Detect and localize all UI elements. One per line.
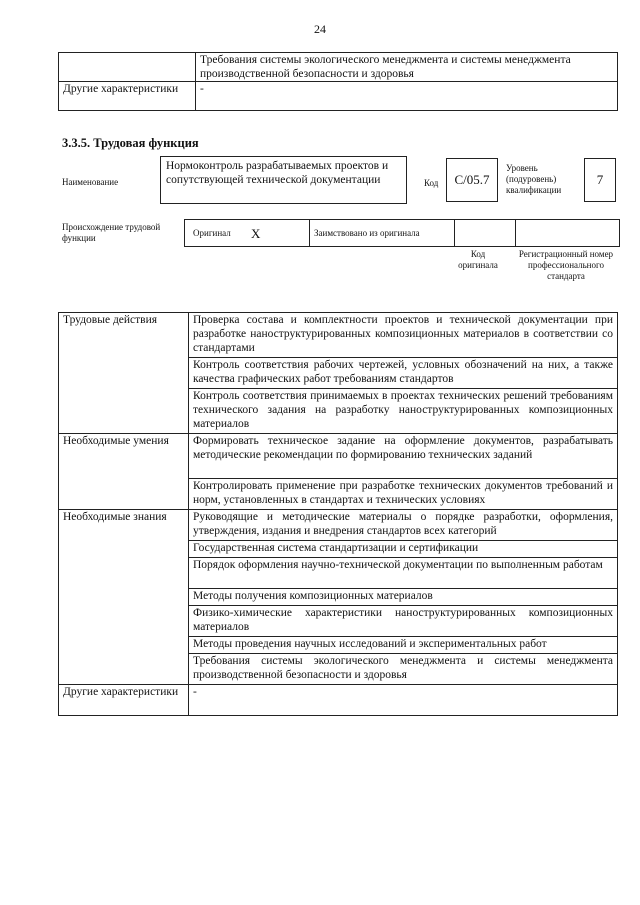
- knowledge-item: Физико-химические характеристики наноструктурированных композиционных материалов: [189, 606, 618, 637]
- borrowed-label: Заимствовано из оригинала: [310, 220, 455, 247]
- table-row: [59, 510, 618, 541]
- labour-action-item: Проверка состава и комплектности проектов и технической документации при разработке наноструктурированных композиционных материалов в соответствии со стандартами: [189, 313, 618, 358]
- table-row: [59, 434, 618, 479]
- name-value: Нормоконтроль разрабатываемых проектов и сопутствующей технической документации: [166, 160, 389, 186]
- table-row: [59, 82, 618, 111]
- row-text: -: [196, 82, 618, 111]
- code-value-box: [446, 158, 498, 202]
- registration-number-caption: Регистрационный номер профессионального стандарта: [518, 249, 614, 281]
- name-value-box: [160, 156, 407, 204]
- original-label: Оригинал: [185, 220, 248, 247]
- previous-function-table-end: [58, 52, 618, 111]
- code-label: Код: [424, 178, 439, 188]
- page-number: 24: [314, 22, 326, 36]
- knowledge-item: Требования системы экологического менеджмента и системы менеджмента производственной безопасности и здоровья: [189, 654, 618, 685]
- skill-item: Формировать техническое задание на оформление документов, разрабатывать методические рекомендации по формированию технических заданий: [189, 434, 618, 479]
- qualification-level-label: Уровень (подуровень) квалификации: [506, 163, 562, 195]
- labour-function-table: [58, 312, 618, 716]
- code-value: C/05.7: [454, 172, 490, 187]
- table-row: [59, 53, 618, 82]
- name-label: Наименование: [62, 177, 119, 187]
- original-mark: X: [247, 220, 310, 247]
- knowledge-item: Государственная система стандартизации и сертификации: [189, 541, 618, 558]
- group-label-knowledge: Необходимые знания: [59, 510, 189, 685]
- labour-action-item: Контроль соответствия принимаемых в проектах технических решений требованиям технического задания на разработку наноструктурированных композиционных материалов: [189, 389, 618, 434]
- skill-item: Контролировать применение при разработке технических документов требований и норм, установленных в стандартах и технических условиях: [189, 479, 618, 510]
- row-label: Другие характеристики: [59, 82, 196, 111]
- knowledge-item: Методы получения композиционных материалов: [189, 589, 618, 606]
- group-label-labour-actions: Трудовые действия: [59, 313, 189, 434]
- other-item: -: [189, 685, 618, 716]
- section-heading: 3.3.5. Трудовая функция: [62, 136, 199, 150]
- row-label: [59, 53, 196, 82]
- labour-action-item: Контроль соответствия рабочих чертежей, условных обозначений на них, а также качества графических работ требованиям стандартов: [189, 358, 618, 389]
- table-row: [185, 220, 620, 247]
- origin-label: Происхождение трудовой функции: [62, 222, 161, 243]
- reg-number-cell: [516, 220, 620, 247]
- code-original-cell: [455, 220, 516, 247]
- qualification-level-value: 7: [596, 172, 604, 187]
- group-label-skills: Необходимые умения: [59, 434, 189, 510]
- qualification-level-box: [584, 158, 616, 202]
- knowledge-item: Методы проведения научных исследований и экспериментальных работ: [189, 637, 618, 654]
- row-text: Требования системы экологического менеджмента и системы менеджмента производственной безопасности и здоровья: [196, 53, 618, 82]
- group-label-other: Другие характеристики: [59, 685, 189, 716]
- table-row: [59, 685, 618, 716]
- origin-table: [184, 219, 620, 247]
- code-original-caption: Код оригинала: [458, 249, 498, 270]
- knowledge-item: Порядок оформления научно-технической документации по выполненным работам: [189, 558, 618, 589]
- table-row: [59, 313, 618, 358]
- knowledge-item: Руководящие и методические материалы о порядке разработки, оформления, утверждения, издания и внедрения стандартов всех категорий: [189, 510, 618, 541]
